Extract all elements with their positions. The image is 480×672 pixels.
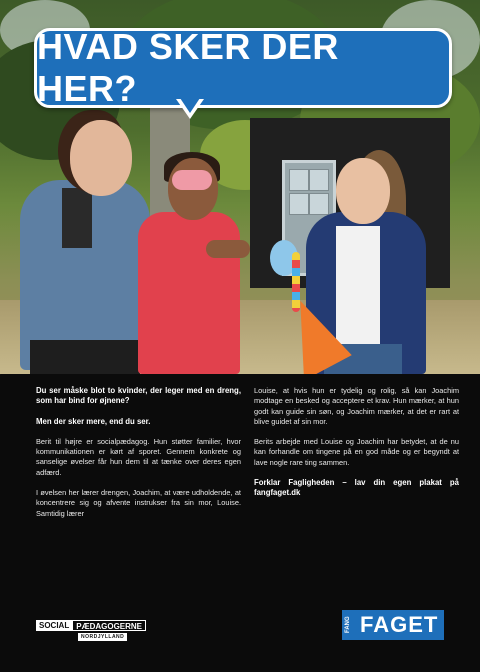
intro-question: Du ser måske blot to kvinder, der leger med en dreng, som har bind for øjnene? xyxy=(36,386,241,406)
paragraph: I øvelsen her lærer drengen, Joachim, at være udholdende, at koncentrere sig og afvente instrukser fra sin mor, Louise. Samtidig lærer xyxy=(36,488,241,518)
logo-faget: FAGET xyxy=(354,610,444,640)
logo-social: SOCIAL xyxy=(36,620,72,631)
door-window xyxy=(309,169,329,191)
call-to-action: Forklar Fagligheden – lav din egen plakat på fangfaget.dk xyxy=(254,478,459,498)
speech-bubble-tail-inner xyxy=(180,98,200,113)
right-column xyxy=(254,386,459,509)
woman-right-head xyxy=(336,158,390,224)
speech-bubble xyxy=(34,28,452,108)
logo-region: NORDJYLLAND xyxy=(78,633,127,641)
socialpaedagogerne-logo xyxy=(36,620,148,644)
intro-statement: Men der sker mere, end du ser. xyxy=(36,416,151,426)
paragraph: Berit til højre er socialpædagog. Hun støtter familier, hvor kommunikationen er kørt af sporet. Gennem konkrete og sanselige øvelser får hun dem til at tænke over deres egen adfærd. xyxy=(36,436,241,477)
door-window xyxy=(289,193,309,215)
logo-paedagogerne: PÆDAGOGERNE xyxy=(72,620,146,631)
logo-wordmark xyxy=(36,620,146,631)
woman-right-shirt xyxy=(336,226,380,346)
blindfold xyxy=(172,170,212,190)
woman-left-shirt xyxy=(62,188,92,248)
door-window xyxy=(289,169,309,191)
door-window xyxy=(309,193,329,215)
headline: HVAD SKER DER HER? xyxy=(37,26,339,109)
fang-faget-logo xyxy=(342,608,452,642)
left-column xyxy=(36,386,241,529)
paragraph: Louise, at hvis hun er tydelig og rolig, så kan Joachim modtage en besked og acceptere et krav. Hun mærker, at hun godt kan guide sin søn, og Joachim mærker, at det er rart at blive guidet af sin mor. xyxy=(254,386,459,426)
woman-left-head xyxy=(70,120,132,196)
child-arm xyxy=(206,240,250,258)
woman-left-skirt xyxy=(30,340,140,374)
logo-fang: FANG xyxy=(342,610,354,640)
child-shirt xyxy=(138,212,240,374)
paragraph: Berits arbejde med Louise og Joachim har betydet, at de nu kan forhandle om tingene på en god måde og er begyndt at lave nogle rare ting sammen. xyxy=(254,437,459,467)
